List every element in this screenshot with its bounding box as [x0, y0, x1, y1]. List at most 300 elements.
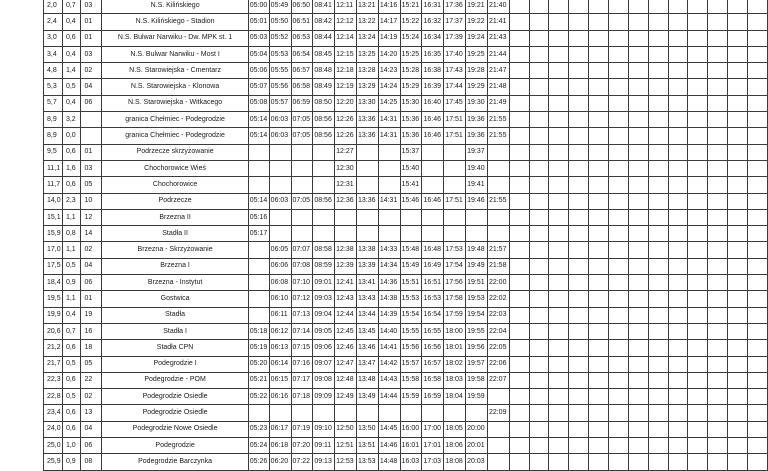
- departure-time-cell: [628, 242, 648, 258]
- departure-time-cell: 08:42: [313, 14, 335, 30]
- departure-time-cell: [509, 177, 529, 193]
- departure-time-cell: [269, 209, 291, 225]
- departure-time-cell: [529, 438, 549, 454]
- departure-time-cell: 15:54: [400, 307, 422, 323]
- departure-time-cell: 19:54: [466, 307, 488, 323]
- departure-time-cell: [747, 14, 767, 30]
- departure-time-cell: [668, 340, 688, 356]
- segment-km-cell: 0,6: [62, 340, 81, 356]
- departure-time-cell: [569, 0, 589, 14]
- departure-time-cell: [628, 275, 648, 291]
- departure-time-cell: 05:52: [269, 30, 291, 46]
- departure-time-cell: 05:26: [248, 454, 269, 470]
- departure-time-cell: [549, 307, 569, 323]
- departure-time-cell: [609, 323, 629, 339]
- departure-time-cell: 14:23: [378, 63, 400, 79]
- departure-time-cell: [335, 209, 357, 225]
- stop-id-cell: 01: [81, 14, 102, 30]
- departure-time-cell: 19:36: [466, 112, 488, 128]
- departure-time-cell: [747, 128, 767, 144]
- departure-time-cell: [589, 30, 609, 46]
- departure-time-cell: [509, 160, 529, 176]
- departure-time-cell: [609, 79, 629, 95]
- departure-time-cell: 08:50: [313, 95, 335, 111]
- departure-time-cell: 06:57: [291, 63, 313, 79]
- stop-name-cell: Stadła I: [102, 323, 248, 339]
- departure-time-cell: [569, 160, 589, 176]
- departure-time-cell: [668, 30, 688, 46]
- departure-time-cell: 09:07: [313, 356, 335, 372]
- departure-time-cell: [291, 209, 313, 225]
- departure-time-cell: 07:08: [291, 258, 313, 274]
- departure-time-cell: [589, 372, 609, 388]
- departure-time-cell: [648, 14, 668, 30]
- departure-time-cell: [509, 193, 529, 209]
- departure-time-cell: [291, 144, 313, 160]
- departure-time-cell: 22:03: [487, 307, 509, 323]
- stop-name-cell: Podegrodzie Osiedle: [102, 389, 248, 405]
- stop-id-cell: 02: [81, 242, 102, 258]
- departure-time-cell: 15:57: [400, 356, 422, 372]
- departure-time-cell: [628, 421, 648, 437]
- departure-time-cell: [688, 405, 708, 421]
- departure-time-cell: 14:31: [378, 193, 400, 209]
- departure-time-cell: [609, 226, 629, 242]
- departure-time-cell: 17:56: [444, 275, 466, 291]
- km-cell: 8,9: [44, 112, 63, 128]
- departure-time-cell: [628, 356, 648, 372]
- departure-time-cell: 16:00: [400, 421, 422, 437]
- departure-time-cell: 13:29: [356, 79, 378, 95]
- departure-time-cell: 16:51: [422, 275, 444, 291]
- departure-time-cell: 14:43: [378, 372, 400, 388]
- stop-id-cell: [81, 112, 102, 128]
- table-row: [44, 226, 768, 242]
- departure-time-cell: 07:16: [291, 356, 313, 372]
- segment-km-cell: 0,6: [62, 177, 81, 193]
- departure-time-cell: 06:13: [269, 340, 291, 356]
- departure-time-cell: [609, 30, 629, 46]
- departure-time-cell: [422, 405, 444, 421]
- departure-time-cell: [628, 112, 648, 128]
- departure-time-cell: 12:12: [335, 14, 357, 30]
- departure-time-cell: [466, 226, 488, 242]
- departure-time-cell: 05:14: [248, 112, 269, 128]
- departure-time-cell: 19:36: [466, 128, 488, 144]
- departure-time-cell: [509, 323, 529, 339]
- departure-time-cell: [668, 323, 688, 339]
- departure-time-cell: [569, 112, 589, 128]
- segment-km-cell: 0,5: [62, 258, 81, 274]
- departure-time-cell: [708, 128, 728, 144]
- departure-time-cell: 19:49: [466, 258, 488, 274]
- departure-time-cell: [609, 128, 629, 144]
- departure-time-cell: [688, 421, 708, 437]
- departure-time-cell: 05:55: [269, 63, 291, 79]
- departure-time-cell: [668, 291, 688, 307]
- departure-time-cell: [747, 46, 767, 62]
- departure-time-cell: [668, 95, 688, 111]
- stop-id-cell: 05: [81, 356, 102, 372]
- departure-time-cell: [444, 405, 466, 421]
- departure-time-cell: [747, 323, 767, 339]
- departure-time-cell: [708, 112, 728, 128]
- departure-time-cell: 13:51: [356, 438, 378, 454]
- departure-time-cell: 21:58: [487, 258, 509, 274]
- km-cell: 25,0: [44, 438, 63, 454]
- table-row: [44, 193, 768, 209]
- departure-time-cell: [569, 307, 589, 323]
- departure-time-cell: [609, 112, 629, 128]
- departure-time-cell: 21:55: [487, 112, 509, 128]
- departure-time-cell: 06:58: [291, 79, 313, 95]
- departure-time-cell: [628, 291, 648, 307]
- departure-time-cell: [529, 0, 549, 14]
- departure-time-cell: [569, 14, 589, 30]
- departure-time-cell: [549, 63, 569, 79]
- segment-km-cell: 2,3: [62, 193, 81, 209]
- departure-time-cell: 08:58: [313, 242, 335, 258]
- departure-time-cell: [589, 454, 609, 470]
- departure-time-cell: 06:59: [291, 95, 313, 111]
- stop-name-cell: Podegrodzie Barczynka: [102, 454, 248, 470]
- departure-time-cell: [668, 389, 688, 405]
- segment-km-cell: 0,9: [62, 275, 81, 291]
- departure-time-cell: 06:03: [269, 112, 291, 128]
- departure-time-cell: [509, 389, 529, 405]
- departure-time-cell: 09:13: [313, 454, 335, 470]
- departure-time-cell: 16:34: [422, 30, 444, 46]
- km-cell: 3,4: [44, 46, 63, 62]
- departure-time-cell: 14:36: [378, 275, 400, 291]
- stop-id-cell: [81, 128, 102, 144]
- km-cell: 14,0: [44, 193, 63, 209]
- stop-id-cell: 06: [81, 95, 102, 111]
- stop-id-cell: 02: [81, 63, 102, 79]
- departure-time-cell: 07:19: [291, 421, 313, 437]
- departure-time-cell: [509, 30, 529, 46]
- stop-name-cell: Podegrodzie: [102, 438, 248, 454]
- departure-time-cell: [648, 30, 668, 46]
- departure-time-cell: [648, 209, 668, 225]
- departure-time-cell: 13:44: [356, 307, 378, 323]
- departure-time-cell: [688, 144, 708, 160]
- departure-time-cell: 19:46: [466, 193, 488, 209]
- departure-time-cell: 17:51: [444, 193, 466, 209]
- departure-time-cell: 17:54: [444, 258, 466, 274]
- segment-km-cell: 1,1: [62, 209, 81, 225]
- stop-name-cell: N.S. Starowiejska - Cmentarz: [102, 63, 248, 79]
- departure-time-cell: 05:49: [269, 0, 291, 14]
- departure-time-cell: 14:31: [378, 112, 400, 128]
- departure-time-cell: [569, 421, 589, 437]
- departure-time-cell: [529, 46, 549, 62]
- departure-time-cell: [589, 63, 609, 79]
- departure-time-cell: [708, 95, 728, 111]
- departure-time-cell: [589, 160, 609, 176]
- departure-time-cell: [549, 30, 569, 46]
- departure-time-cell: 16:57: [422, 356, 444, 372]
- departure-time-cell: [628, 389, 648, 405]
- departure-time-cell: [708, 454, 728, 470]
- departure-time-cell: [466, 209, 488, 225]
- departure-time-cell: [708, 307, 728, 323]
- departure-time-cell: [728, 226, 748, 242]
- departure-time-cell: 13:49: [356, 389, 378, 405]
- departure-time-cell: 12:19: [335, 79, 357, 95]
- departure-time-cell: [529, 226, 549, 242]
- departure-time-cell: 05:07: [248, 79, 269, 95]
- departure-time-cell: 14:46: [378, 438, 400, 454]
- departure-time-cell: [648, 340, 668, 356]
- departure-time-cell: [529, 372, 549, 388]
- km-cell: 20,6: [44, 323, 63, 339]
- departure-time-cell: 15:46: [400, 193, 422, 209]
- departure-time-cell: [248, 291, 269, 307]
- departure-time-cell: [728, 340, 748, 356]
- segment-km-cell: 0,4: [62, 14, 81, 30]
- departure-time-cell: 12:26: [335, 128, 357, 144]
- departure-time-cell: [529, 177, 549, 193]
- departure-time-cell: [628, 46, 648, 62]
- departure-time-cell: [444, 226, 466, 242]
- departure-time-cell: [248, 144, 269, 160]
- departure-time-cell: [668, 46, 688, 62]
- departure-time-cell: [747, 258, 767, 274]
- km-cell: 24,0: [44, 421, 63, 437]
- departure-time-cell: [509, 63, 529, 79]
- departure-time-cell: [708, 291, 728, 307]
- departure-time-cell: 13:36: [356, 193, 378, 209]
- departure-time-cell: [589, 112, 609, 128]
- departure-time-cell: 15:49: [400, 258, 422, 274]
- stop-id-cell: 12: [81, 209, 102, 225]
- departure-time-cell: [609, 291, 629, 307]
- departure-time-cell: [589, 79, 609, 95]
- departure-time-cell: 16:03: [400, 454, 422, 470]
- departure-time-cell: 06:03: [269, 128, 291, 144]
- segment-km-cell: 0,4: [62, 46, 81, 62]
- departure-time-cell: [747, 177, 767, 193]
- departure-time-cell: [688, 323, 708, 339]
- departure-time-cell: [688, 258, 708, 274]
- departure-time-cell: [589, 438, 609, 454]
- departure-time-cell: 16:32: [422, 14, 444, 30]
- departure-time-cell: 21:48: [487, 79, 509, 95]
- departure-time-cell: [728, 30, 748, 46]
- departure-time-cell: 19:51: [466, 275, 488, 291]
- departure-time-cell: [589, 177, 609, 193]
- departure-time-cell: [509, 226, 529, 242]
- departure-time-cell: [589, 405, 609, 421]
- stop-id-cell: 01: [81, 30, 102, 46]
- km-cell: 9,5: [44, 144, 63, 160]
- departure-time-cell: 22:00: [487, 275, 509, 291]
- table-row: [44, 421, 768, 437]
- departure-time-cell: 12:18: [335, 63, 357, 79]
- departure-time-cell: 13:30: [356, 95, 378, 111]
- departure-time-cell: [688, 356, 708, 372]
- departure-time-cell: [747, 438, 767, 454]
- departure-time-cell: [549, 421, 569, 437]
- departure-time-cell: 15:59: [400, 389, 422, 405]
- km-cell: 23,4: [44, 405, 63, 421]
- departure-time-cell: 21:43: [487, 30, 509, 46]
- departure-time-cell: [668, 193, 688, 209]
- departure-time-cell: 15:25: [400, 46, 422, 62]
- departure-time-cell: [509, 144, 529, 160]
- departure-time-cell: [747, 0, 767, 14]
- departure-time-cell: [708, 30, 728, 46]
- departure-time-cell: [589, 193, 609, 209]
- departure-time-cell: [747, 226, 767, 242]
- departure-time-cell: 12:45: [335, 323, 357, 339]
- departure-time-cell: [688, 95, 708, 111]
- segment-km-cell: 0,9: [62, 454, 81, 470]
- departure-time-cell: 14:19: [378, 30, 400, 46]
- departure-time-cell: [589, 242, 609, 258]
- departure-time-cell: 19:56: [466, 340, 488, 356]
- departure-time-cell: [728, 421, 748, 437]
- table-row: [44, 356, 768, 372]
- departure-time-cell: [487, 389, 509, 405]
- departure-time-cell: [668, 242, 688, 258]
- km-cell: 15,1: [44, 209, 63, 225]
- stop-name-cell: Brzezna I: [102, 258, 248, 274]
- departure-time-cell: 21:41: [487, 14, 509, 30]
- departure-time-cell: [509, 307, 529, 323]
- departure-time-cell: [648, 112, 668, 128]
- departure-time-cell: 17:58: [444, 291, 466, 307]
- departure-time-cell: [529, 30, 549, 46]
- departure-time-cell: 06:15: [269, 372, 291, 388]
- departure-time-cell: [728, 356, 748, 372]
- departure-time-cell: 17:40: [444, 46, 466, 62]
- departure-time-cell: 12:15: [335, 46, 357, 62]
- departure-time-cell: [728, 112, 748, 128]
- departure-time-cell: 22:02: [487, 291, 509, 307]
- departure-time-cell: 19:41: [466, 177, 488, 193]
- departure-time-cell: 06:54: [291, 46, 313, 62]
- stop-name-cell: N.S. Kilińskiego - Stadion: [102, 14, 248, 30]
- departure-time-cell: [609, 438, 629, 454]
- departure-time-cell: [609, 340, 629, 356]
- departure-time-cell: 08:56: [313, 128, 335, 144]
- departure-time-cell: 12:46: [335, 340, 357, 356]
- departure-time-cell: 18:06: [444, 438, 466, 454]
- departure-time-cell: 13:22: [356, 14, 378, 30]
- departure-time-cell: [509, 0, 529, 14]
- departure-time-cell: [529, 160, 549, 176]
- departure-time-cell: 18:01: [444, 340, 466, 356]
- departure-time-cell: [648, 372, 668, 388]
- departure-time-cell: [708, 79, 728, 95]
- stop-id-cell: 22: [81, 372, 102, 388]
- departure-time-cell: [549, 46, 569, 62]
- departure-time-cell: 12:39: [335, 258, 357, 274]
- departure-time-cell: [728, 454, 748, 470]
- departure-time-cell: [628, 438, 648, 454]
- departure-time-cell: [668, 356, 688, 372]
- departure-time-cell: [313, 405, 335, 421]
- departure-time-cell: 07:17: [291, 372, 313, 388]
- departure-time-cell: [248, 307, 269, 323]
- departure-time-cell: 13:39: [356, 258, 378, 274]
- departure-time-cell: 16:35: [422, 46, 444, 62]
- departure-time-cell: [728, 389, 748, 405]
- departure-time-cell: [529, 356, 549, 372]
- departure-time-cell: [529, 128, 549, 144]
- departure-time-cell: [529, 454, 549, 470]
- departure-time-cell: [628, 14, 648, 30]
- departure-time-cell: [609, 14, 629, 30]
- departure-time-cell: [569, 79, 589, 95]
- departure-time-cell: [422, 144, 444, 160]
- stop-name-cell: Podegrodzie Osiedle: [102, 405, 248, 421]
- departure-time-cell: [589, 46, 609, 62]
- departure-time-cell: [708, 323, 728, 339]
- departure-time-cell: 21:40: [487, 0, 509, 14]
- departure-time-cell: 13:36: [356, 128, 378, 144]
- segment-km-cell: 0,6: [62, 372, 81, 388]
- stop-id-cell: 08: [81, 454, 102, 470]
- departure-time-cell: [589, 95, 609, 111]
- departure-time-cell: [356, 144, 378, 160]
- departure-time-cell: [747, 79, 767, 95]
- departure-time-cell: [378, 226, 400, 242]
- departure-time-cell: 19:53: [466, 291, 488, 307]
- departure-time-cell: [747, 454, 767, 470]
- departure-time-cell: 15:40: [400, 160, 422, 176]
- departure-time-cell: [668, 372, 688, 388]
- departure-time-cell: [549, 389, 569, 405]
- departure-time-cell: 12:38: [335, 242, 357, 258]
- departure-time-cell: 07:05: [291, 112, 313, 128]
- departure-time-cell: 22:09: [487, 405, 509, 421]
- departure-time-cell: 19:55: [466, 323, 488, 339]
- departure-time-cell: 09:10: [313, 421, 335, 437]
- stop-id-cell: 18: [81, 340, 102, 356]
- departure-time-cell: 15:37: [400, 144, 422, 160]
- departure-time-cell: [378, 177, 400, 193]
- departure-time-cell: 14:39: [378, 307, 400, 323]
- departure-time-cell: 15:30: [400, 95, 422, 111]
- departure-time-cell: 06:03: [269, 193, 291, 209]
- departure-time-cell: [466, 405, 488, 421]
- departure-time-cell: [628, 79, 648, 95]
- departure-time-cell: [747, 160, 767, 176]
- stop-id-cell: 04: [81, 421, 102, 437]
- departure-time-cell: [648, 323, 668, 339]
- departure-time-cell: [628, 372, 648, 388]
- departure-time-cell: 14:41: [378, 340, 400, 356]
- table-row: [44, 63, 768, 79]
- departure-time-cell: [688, 340, 708, 356]
- km-cell: 21,7: [44, 356, 63, 372]
- departure-time-cell: 07:22: [291, 454, 313, 470]
- departure-time-cell: [747, 405, 767, 421]
- departure-time-cell: [569, 63, 589, 79]
- departure-time-cell: 06:05: [269, 242, 291, 258]
- departure-time-cell: 07:15: [291, 340, 313, 356]
- km-cell: 11,1: [44, 160, 63, 176]
- departure-time-cell: 16:54: [422, 307, 444, 323]
- departure-time-cell: [708, 144, 728, 160]
- departure-time-cell: 15:55: [400, 323, 422, 339]
- departure-time-cell: [569, 128, 589, 144]
- departure-time-cell: [609, 454, 629, 470]
- km-cell: 5,7: [44, 95, 63, 111]
